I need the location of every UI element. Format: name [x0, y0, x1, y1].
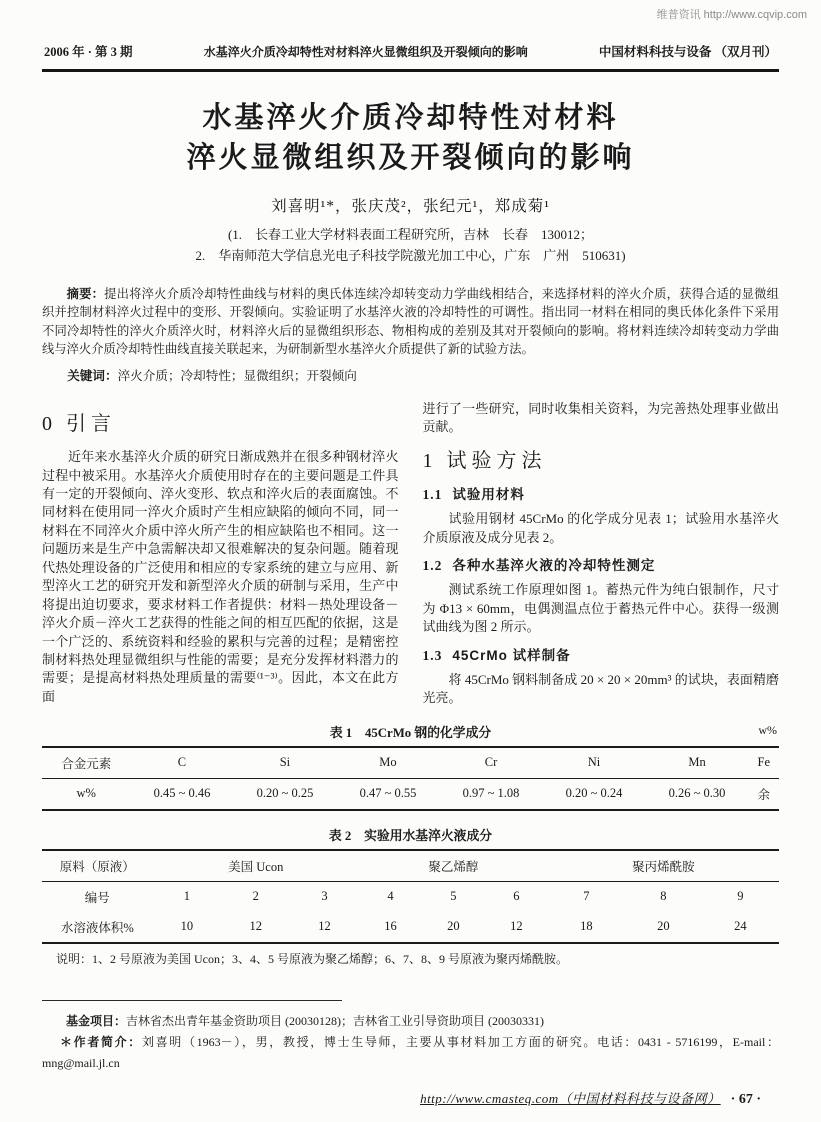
section-1-3-heading	[423, 646, 780, 665]
section-1-1-title: 试验用材料	[452, 486, 525, 502]
table-2-group-header: 聚乙烯醇	[359, 850, 548, 882]
table-2-data-cell: 12	[249, 919, 262, 934]
table-2-caption-text: 表 2 实验用水基淬火液成分	[328, 828, 493, 843]
journal-name: 中国材料科技与设备 （双月刊）	[598, 45, 777, 59]
journal-url-link[interactable]: http://www.cmasteq.com（中国材料科技与设备网）	[420, 1091, 721, 1106]
table-2-data-cell: 9	[737, 889, 744, 904]
table-2-data-cell: 7	[583, 889, 590, 904]
table-1-caption	[42, 722, 779, 741]
table-2-note-label: 说明：	[56, 951, 93, 966]
table-2-data-cell: 5	[450, 889, 457, 904]
section-1-3-number: 1.3	[422, 647, 443, 663]
section-1-heading	[423, 447, 780, 475]
table-2-data-cell: 10	[180, 919, 194, 934]
table-1-header-cell: C	[130, 747, 233, 779]
table-1-data-cell: 0.26 ~ 0.30	[668, 786, 726, 801]
table-2-group-header: 聚丙烯酰胺	[548, 850, 779, 882]
section-1-3-title: 45CrMo 试样制备	[452, 647, 571, 663]
bio-text: 刘喜明（1963－），男，教授，博士生导师，主要从事材料加工方面的研究。电话：0431 - 5716199，E-mail：mng@mail.jl.cn	[42, 1035, 779, 1070]
article-title-line2: 淬火显微组织及开裂倾向的影响	[186, 142, 635, 175]
table-2-note	[42, 950, 779, 967]
table-1	[42, 722, 779, 811]
table-row	[42, 747, 779, 779]
abstract	[42, 285, 779, 359]
table-2-grid	[42, 849, 779, 944]
section-1-title: 试验方法	[446, 449, 547, 472]
table-1-caption-text: 表 1 45CrMo 钢的化学成分	[329, 725, 492, 740]
running-header	[42, 42, 779, 72]
table-2-row-label: 水溶液体积%	[60, 920, 134, 935]
footnote-divider	[42, 1000, 342, 1001]
table-1-data-cell: 0.20 ~ 0.25	[256, 786, 314, 801]
running-title: 水基淬火介质冷却特性对材料淬火显微组织及开裂倾向的影响	[203, 45, 528, 59]
left-column	[42, 400, 399, 708]
affiliations	[42, 224, 779, 267]
table-1-header-cell: Si	[233, 747, 336, 779]
table-row	[42, 850, 779, 882]
fund-label: 基金项目：	[66, 1014, 127, 1028]
table-2-group-header: 美国 Ucon	[153, 850, 359, 882]
table-1-data-cell: 余	[757, 787, 771, 802]
section-1-2-heading	[423, 556, 780, 575]
article-title	[42, 98, 779, 178]
table-1-data-cell: 0.45 ~ 0.46	[153, 786, 211, 801]
table-2-data-cell: 18	[580, 919, 593, 934]
section-0-title: 引言	[66, 412, 116, 435]
table-1-header-cell: 合金元素	[42, 747, 130, 779]
table-1-data-cell: 0.20 ~ 0.24	[565, 786, 623, 801]
affiliation-2: 2. 华南师范大学信息光电子科技学院激光加工中心，广东 广州 510631)	[195, 248, 626, 264]
authors-line: 刘喜明¹*，张庆茂²，张纪元¹，郑成菊¹	[271, 198, 550, 216]
table-2	[42, 825, 779, 967]
fund-text: 吉林省杰出青年基金资助项目 (20030128)；吉林省工业引导资助项目 (20030331)	[126, 1014, 545, 1028]
footnote-block	[42, 1000, 779, 1074]
two-column-body	[42, 400, 779, 708]
table-1-grid	[42, 746, 779, 811]
table-2-row-label: 原料（原液）	[42, 850, 153, 882]
table-2-data-cell: 20	[657, 919, 670, 934]
table-2-data-cell: 1	[183, 889, 191, 904]
section-0-paragraph: 近年来水基淬火介质的研究日渐成熟并在很多种钢材淬火过程中被采用。水基淬火介质使用时存在的主要问题是工件具有一定的开裂倾向、淬火变形、软点和淬火后的表面腐蚀。不同材料在使用同一淬火介质时产生相应缺陷的倾向不同，同一材料在不同淬火介质中淬火所产生的相应缺陷也不相同。这一问题历来是生产中急需解决却又很难解决的复杂问题。随着现代热处理设备的广泛使用和相应的专家系统的建立与应用、新型淬火工艺的研究开发和新型淬火介质的研制与采用，生产中将提出迫切要求，要求材料工作者提供：材料－热处理设备－淬火介质－淬火工艺获得的性能之间的相互匹配的依据，这是一个广泛的、系统资料和经验的累积与完善的过程；是精密控制材料热处理显微组织与性能的需要；是充分发挥材料潜力的需要；是提高材料热处理质量的需要⁽¹⁻³⁾。因此，本文在此方面	[42, 449, 399, 704]
issue-info: 2006 年 · 第 3 期	[44, 45, 133, 59]
table-1-data-cell: 0.47 ~ 0.55	[359, 786, 417, 801]
table-2-data-cell: 6	[513, 889, 520, 904]
table-2-note-text: 1、2 号原液为美国 Ucon；3、4、5 号原液为聚乙烯醇；6、7、8、9 号原液为聚丙烯酰胺。	[92, 951, 569, 966]
section-1-2-paragraph: 测试系统工作原理如图 1。蓄热元件为纯白银制作，尺寸为 Φ13 × 60mm，电偶测温点位于蓄热元件中心。获得一级测试曲线为图 2 所示。	[422, 582, 779, 635]
table-1-header-cell: Fe	[749, 747, 779, 779]
section-1-number: 1	[422, 449, 433, 472]
table-row	[42, 912, 779, 943]
table-row	[42, 881, 779, 912]
page-number: · 67 ·	[730, 1092, 761, 1107]
section-1-2-title: 各种水基淬火液的冷却特性测定	[452, 558, 656, 574]
section-1-1-heading	[423, 485, 780, 504]
author-bio-note	[42, 1032, 779, 1074]
section-1-3-paragraph: 将 45CrMo 钢料制备成 20 × 20 × 20mm³ 的试块，表面精磨光亮。	[422, 671, 779, 706]
table-2-data-cell: 8	[660, 889, 667, 904]
table-1-data-cell: w%	[76, 786, 96, 801]
table-row	[42, 778, 779, 810]
section-0-number: 0	[42, 412, 52, 435]
abstract-text: 提出将淬火介质冷却特性曲线与材料的奥氏体连续冷却转变动力学曲线相结合，来选择材料的淬火介质，获得合适的显微组织并控制材料淬火过程中的变形、开裂倾向。实验证明了水基淬火液的冷却特性的可调性。指出同一材料在相同的奥氏体化条件下采用不同冷却特性的淬火介质淬火时，材料淬火后的显微组织形态、物相构成的差别及其对开裂倾向的影响。将材料连续冷却转变动力学曲线与淬火介质冷却特性曲线直接关联起来，为研制新型水基淬火介质提供了新的试验方法。	[42, 286, 779, 357]
section-1-1-paragraph: 试验用钢材 45CrMo 的化学成分见表 1；试验用水基淬火介质原液及成分见表 2。	[422, 511, 779, 545]
section-1-2-number: 1.2	[422, 558, 443, 574]
table-2-data-cell: 3	[321, 889, 328, 904]
table-2-caption	[42, 825, 779, 844]
table-2-data-cell: 12	[318, 919, 331, 934]
table-2-data-cell: 4	[387, 889, 394, 904]
keywords-label: 关键词：	[67, 368, 118, 383]
section-0-continuation: 进行了一些研究，同时收集相关资料，为完善热处理事业做出贡献。	[422, 400, 779, 435]
article-title-line1: 水基淬火介质冷却特性对材料	[202, 102, 619, 134]
affiliation-1: (1. 长春工业大学材料表面工程研究所，吉林 长春 130012；	[227, 227, 594, 243]
table-1-header-cell: Cr	[439, 747, 542, 779]
table-2-data-cell: 2	[252, 889, 259, 904]
right-column	[423, 400, 780, 708]
table-1-header-cell: Ni	[543, 747, 646, 779]
scan-watermark: 维普资讯 http://www.cqvip.com	[656, 9, 807, 21]
table-2-row-label: 编号	[84, 890, 110, 905]
table-1-data-cell: 0.97 ~ 1.08	[462, 786, 520, 801]
table-2-data-cell: 24	[734, 919, 747, 934]
table-2-data-cell: 20	[447, 919, 460, 934]
section-0-heading	[42, 410, 399, 438]
bio-label: ＊作者简介：	[60, 1035, 142, 1049]
table-1-header-cell: Mo	[336, 747, 439, 779]
page-footer	[42, 1088, 761, 1108]
table-1-unit: w%	[758, 722, 777, 737]
section-1-1-number: 1.1	[422, 486, 443, 502]
fund-note	[42, 1011, 779, 1032]
table-2-data-cell: 12	[510, 919, 523, 934]
keywords-text: 淬火介质；冷却特性；显微组织；开裂倾向	[117, 368, 357, 383]
abstract-label: 摘要：	[66, 286, 105, 301]
keywords	[42, 365, 779, 384]
table-2-data-cell: 16	[384, 919, 397, 934]
table-1-header-cell: Mn	[646, 747, 749, 779]
